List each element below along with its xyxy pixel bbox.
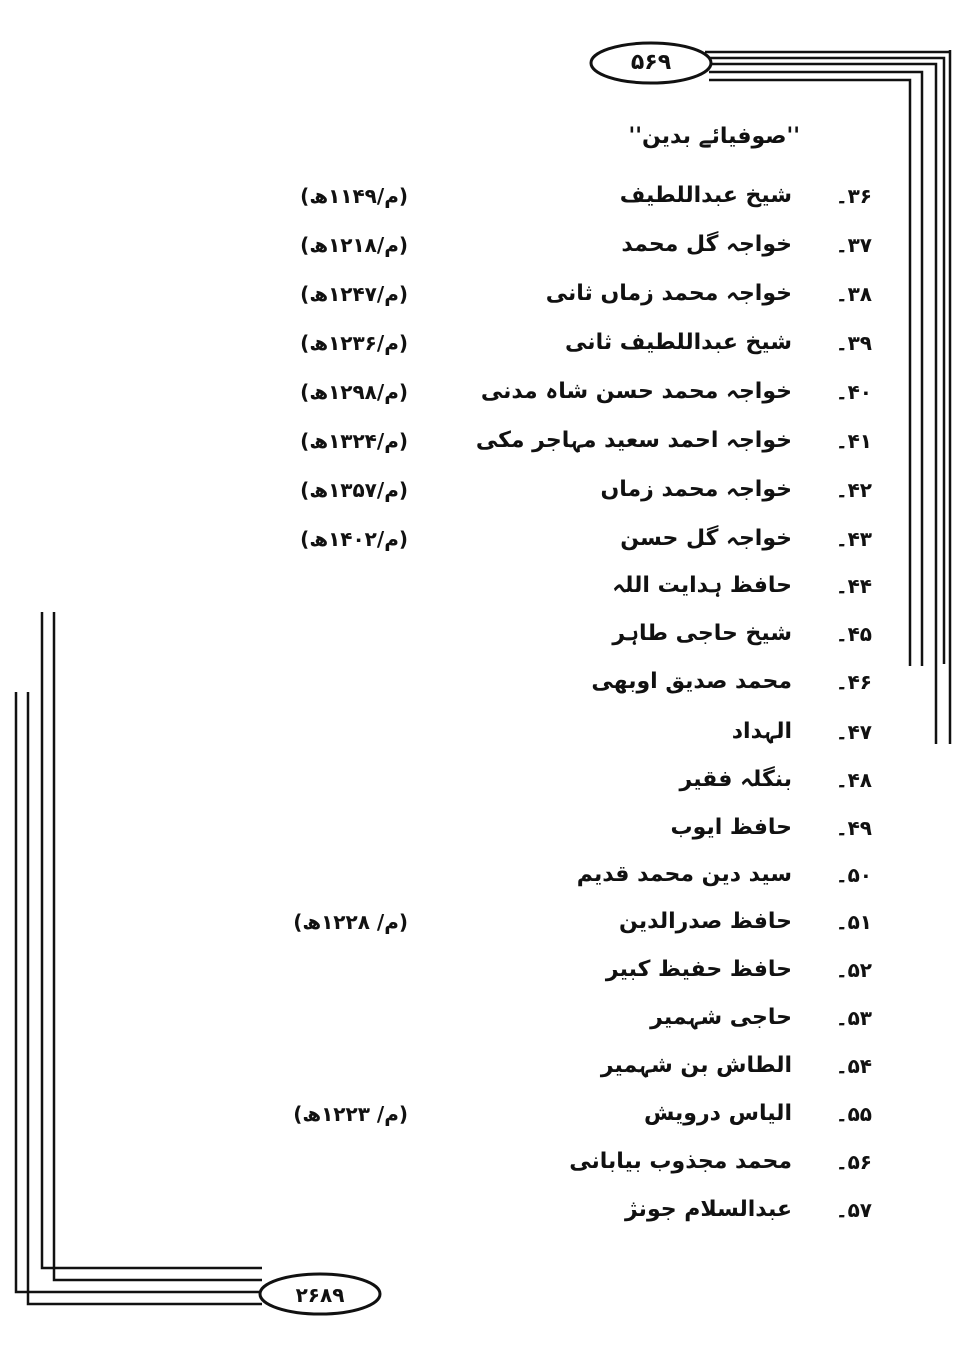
- entry-death-date: (م/ ۱۲۲۳ھ): [293, 1102, 408, 1126]
- entry-name: شیخ حاجی طاہر: [612, 621, 792, 646]
- entry-number: ۳۸۔: [835, 282, 872, 306]
- entry-death-date: (م/۱۲۴۷ھ): [300, 282, 408, 306]
- entry-death-date: (م/۱۲۱۸ھ): [300, 233, 408, 257]
- entry-name: الیاس درویش: [643, 1101, 792, 1126]
- bottom-page-number: ۲۶۸۹: [295, 1283, 345, 1307]
- list-item: [0, 566, 960, 614]
- entry-number: ۳۶۔: [835, 184, 872, 208]
- list-item: [0, 225, 960, 273]
- list-item: [0, 902, 960, 950]
- list-item: [0, 855, 960, 903]
- list-item: [0, 519, 960, 567]
- entry-number: ۵۴۔: [835, 1054, 872, 1078]
- entry-name: حافظ حفیظ کبیر: [605, 957, 792, 982]
- list-item: [0, 614, 960, 662]
- entry-death-date: (م/۱۲۹۸ھ): [300, 380, 408, 404]
- list-item: [0, 1142, 960, 1190]
- list-item: [0, 1094, 960, 1142]
- entry-number: ۴۴۔: [835, 574, 872, 598]
- entry-number: ۵۳۔: [835, 1006, 872, 1030]
- entry-name: محمد مجذوب بیابانی: [569, 1149, 792, 1174]
- entry-name: محمد صدیق اوبھی: [591, 669, 792, 694]
- entry-death-date: (م/۱۳۲۴ھ): [300, 429, 408, 453]
- entry-name: الہداد: [731, 719, 792, 744]
- entry-number: ۴۵۔: [835, 622, 872, 646]
- list-item: [0, 470, 960, 518]
- list-item: [0, 662, 960, 710]
- list-item: [0, 372, 960, 420]
- entry-name: الطاش بن شہمیر: [600, 1053, 792, 1078]
- entry-number: ۳۹۔: [835, 331, 872, 355]
- entry-number: ۴۸۔: [835, 768, 872, 792]
- entry-name: عبدالسلام جونژ: [625, 1197, 792, 1222]
- entry-number: ۵۵۔: [835, 1102, 872, 1126]
- list-item: [0, 712, 960, 760]
- list-item: [0, 1190, 960, 1238]
- list-item: [0, 950, 960, 998]
- entry-number: ۴۳۔: [835, 527, 872, 551]
- list-item: [0, 998, 960, 1046]
- entry-name: حاجی شہمیر: [650, 1005, 792, 1030]
- entry-death-date: (م/۱۴۰۲ھ): [300, 527, 408, 551]
- entry-name: خواجہ محمد زماں: [600, 477, 792, 502]
- entry-number: ۵۱۔: [835, 910, 872, 934]
- entry-name: خواجہ محمد حسن شاہ مدنی: [480, 379, 792, 404]
- entry-number: ۴۹۔: [835, 816, 872, 840]
- entry-death-date: (م/ ۱۲۲۸ھ): [293, 910, 408, 934]
- entry-name: حافظ ہدایت اللہ: [612, 573, 792, 598]
- entry-number: ۵۷۔: [835, 1198, 872, 1222]
- entry-name: شیخ عبداللطیف: [619, 183, 792, 208]
- list-item: [0, 176, 960, 224]
- entry-name: سید دین محمد قدیم: [576, 862, 792, 887]
- entry-death-date: (م/۱۱۴۹ھ): [300, 184, 408, 208]
- list-item: [0, 421, 960, 469]
- list-item: [0, 274, 960, 322]
- top-page-number: ۵۶۹: [630, 50, 672, 75]
- entry-death-date: (م/۱۲۳۶ھ): [300, 331, 408, 355]
- entry-name: خواجہ محمد زماں ثانی: [545, 281, 792, 306]
- entry-number: ۵۰۔: [835, 863, 872, 887]
- list-item: [0, 323, 960, 371]
- entry-number: ۳۷۔: [835, 233, 872, 257]
- entry-number: ۵۲۔: [835, 958, 872, 982]
- entry-name: شیخ عبداللطیف ثانی: [565, 330, 792, 355]
- entry-name: حافظ صدرالدین: [619, 909, 792, 934]
- entry-number: ۴۶۔: [835, 670, 872, 694]
- entry-number: ۴۲۔: [835, 478, 872, 502]
- entry-name: حافظ ایوب: [670, 815, 792, 840]
- entry-name: بنگلہ فقیر: [679, 767, 792, 792]
- list-item: [0, 1046, 960, 1094]
- entry-number: ۴۷۔: [835, 720, 872, 744]
- section-title: ''صوفیائے بدین'': [628, 124, 800, 149]
- list-item: [0, 760, 960, 808]
- entry-number: ۴۰۔: [835, 380, 872, 404]
- entry-death-date: (م/۱۳۵۷ھ): [300, 478, 408, 502]
- entry-number: ۵۶۔: [835, 1150, 872, 1174]
- entry-name: خواجہ احمد سعید مہاجر مکی: [475, 428, 792, 453]
- entry-number: ۴۱۔: [835, 429, 872, 453]
- list-item: [0, 808, 960, 856]
- entry-name: خواجہ گل حسن: [620, 526, 792, 551]
- entry-name: خواجہ گل محمد: [621, 232, 792, 257]
